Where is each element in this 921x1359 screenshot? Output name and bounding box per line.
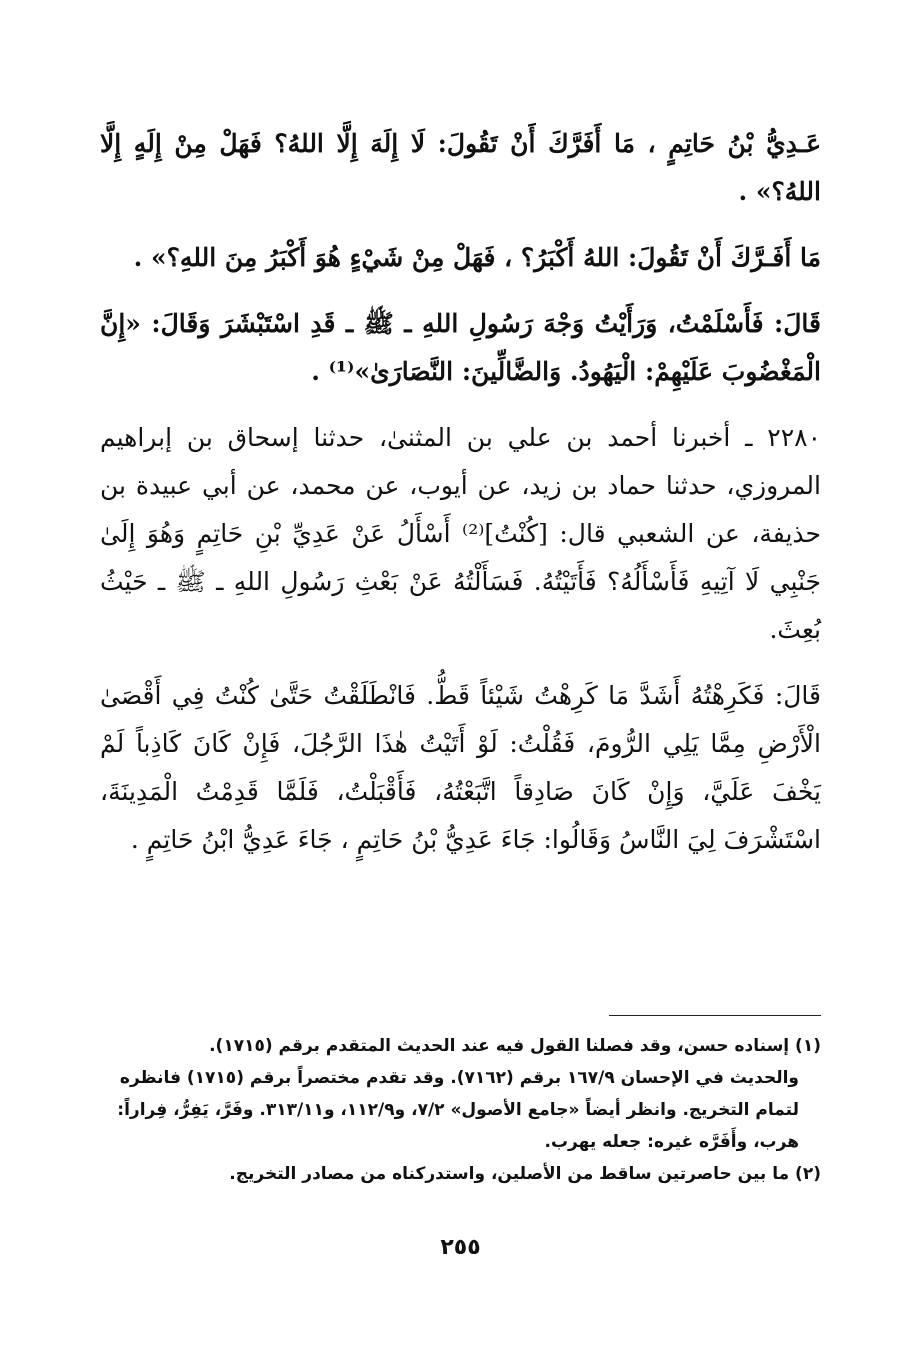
footnotes bbox=[100, 1030, 821, 1190]
footnote-1-continuation: والحديث في الإحسان ١٦٧/٩ برقم (٧١٦٢). وقد تقدم مختصراً برقم (١٧١٥) فانظره لتمام التخريج. وانظر أيضاً «جامع الأصول» ٧/٢، و١١٢/٩، و٣١٣/١١. وفَرَّ، يَفِرُّ، فِراراً: هرب، وأَفَرَّه غيره: جعله يهرب. bbox=[117, 1068, 799, 1152]
paragraph-islam: قَالَ: فَأَسْلَمْتُ، وَرَأَيْتُ وَجْهَ رَسُولِ اللهِ ـ ﷺ ـ قَدِ اسْتَبْشَرَ وَقَالَ: «إِنَّ الْمَغْضُوبَ عَلَيْهِمْ: الْيَهُودُ. وَالضَّالِّينَ: النَّصَارَىٰ»⁽¹⁾ . bbox=[100, 309, 821, 386]
footnote-2: (٢) ما بين حاصرتين ساقط من الأصلين، واستدركناه من مصادر التخريج. bbox=[229, 1164, 821, 1184]
paragraph-hadith-2280: ٢٢٨٠ ـ أخبرنا أحمد بن علي بن المثنىٰ، حدثنا إسحاق بن إبراهيم المروزي، حدثنا حماد بن زيد، عن أيوب، عن محمد، عن أبي عبيدة بن حذيفة، عن الشعبي قال: [كُنْتُ]⁽²⁾ أَسْأَلُ عَنْ عَدِيِّ بْنِ حَاتِمٍ وَهُوَ إِلَىٰ جَنْبِي لَا آتِيهِ فَأَسْأَلُهُ؟ فَأَتَيْتُهُ. فَسَأَلْتُهُ عَنْ بَعْثِ رَسُولِ اللهِ ـ ﷺ ـ حَيْثُ بُعِثَ. bbox=[100, 423, 821, 644]
main-text bbox=[100, 120, 821, 882]
footnote-1: (١) إسناده حسن، وقد فصلنا القول فيه عند الحديث المتقدم برقم (١٧١٥). bbox=[209, 1036, 821, 1056]
paragraph-hadith-end: عَـدِيُّ بْنُ حَاتِمٍ ، مَا أَفَرَّكَ أَنْ تَقُولَ: لَا إِلَهَ إِلَّا اللهُ؟ فَهَلْ مِنْ إِلَهٍ إِلَّا اللهُ؟» . bbox=[100, 129, 821, 206]
paragraph-story: قَالَ: فَكَرِهْتُهُ أَشَدَّ مَا كَرِهْتُ شَيْئاً قَطُّ. فَانْطَلَقْتُ حَتَّىٰ كُنْتُ فِي أَقْصَىٰ الْأَرْضِ مِمَّا يَلِي الرُّومَ، فَقُلْتُ: لَوْ أَتَيْتُ هٰذَا الرَّجُلَ، فَإِنْ كَانَ كَاذِباً لَمْ يَخْفَ عَلَيَّ، وَإِنْ كَانَ صَادِقاً اتَّبَعْتُهُ، فَأَقْبَلْتُ، فَلَمَّا قَدِمْتُ الْمَدِينَةَ، اسْتَشْرَفَ لِيَ النَّاسُ وَقَالُوا: جَاءَ عَدِيُّ بْنُ حَاتِمٍ ، جَاءَ عَدِيُّ ابْنُ حَاتِمٍ . bbox=[100, 681, 821, 854]
paragraph-takbir: مَا أَفَـرَّكَ أَنْ تَقُولَ: اللهُ أَكْبَرُ؟ ، فَهَلْ مِنْ شَيْءٍ هُوَ أَكْبَرُ مِنَ اللهِ؟» . bbox=[133, 243, 821, 272]
page-number: ٢٥٥ bbox=[440, 1235, 481, 1260]
footnote-separator bbox=[609, 1015, 821, 1016]
